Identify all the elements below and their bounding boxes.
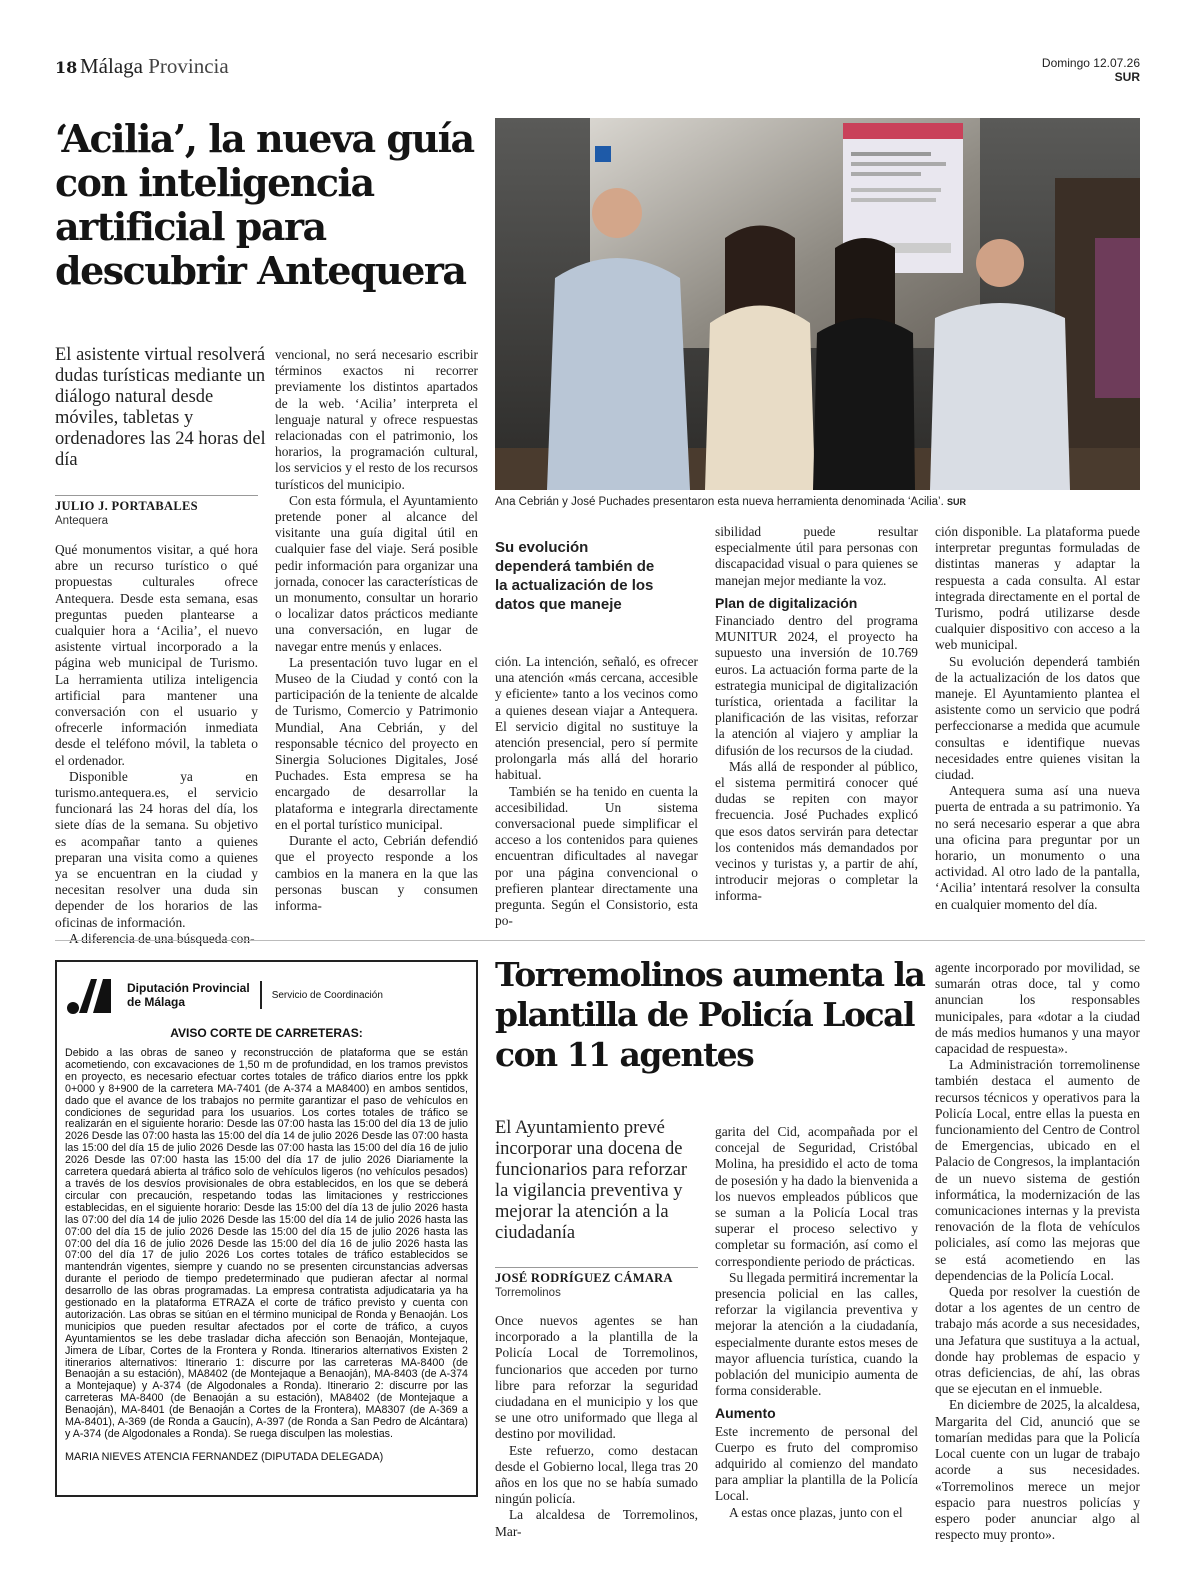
paragraph: Su evolución dependerá también de la actualización de los datos que maneje. El Ayuntamiento plantea el asistente como un servicio que podrá perfeccionarse a medida que acumule consultas e identifique nuevas necesidades entre quienes visitan la ciudad. [935,653,1140,783]
byline-rule [495,1267,698,1268]
paragraph: Durante el acto, Cebrián defendió que el proyecto responde a los cambios en la manera en la que las personas buscan y consumen informa- [275,833,478,913]
article2-column-3 [935,960,1140,1574]
section-divider [55,940,1145,941]
page-number: 18 [55,58,78,77]
photo-caption-text: Ana Cebrián y José Puchades presentaron esta nueva herramienta denominada ‘Acilia’. [495,496,944,508]
article1-pullquote: Su evolución dependerá también de la actualización de los datos que maneje [495,539,655,613]
section-title [80,54,229,79]
notice-service: Servicio de Coordinación [271,989,383,1001]
article2-column-1 [495,1313,698,1573]
org-line-2: de Málaga [127,995,186,1009]
paragraph: Su llegada permitirá incrementar la presencia policial en las calles, reforzar la vigilancia preventiva y mejorar la atención a la ciudadanía, especialmente durante estos meses de mayor afluencia turística, cuando la población del municipio aumenta de forma considerable. [715,1269,918,1399]
publication-name: SUR [1114,70,1140,84]
notice-header [65,970,468,1020]
paragraph: A estas once plazas, junto con el [729,1504,903,1520]
photo-credit: SUR [946,497,966,507]
paragraph: ción. La intención, señaló, es ofrecer una atención «más cercana, accesible y eficiente» tanto a los vecinos como a quienes desean viajar a Antequera. El servicio digital no sustituye la atención presencial, pero sí permite prolongarla más allá del horario habitual. [495,654,698,783]
article1-column-1 [55,542,258,946]
article2-subtitle: El Ayuntamiento prevé incorporar una docena de funcionarios para reforzar la vigilancia preventiva y mejorar la atención a la ciudadanía [495,1118,688,1243]
paragraph: Financiado dentro del programa MUNITUR 2024, el proyecto ha supuesto una inversión de 10.769 euros. La actuación forma parte de la estrategia municipal de digitalización turística, orientada a facilitar la planificación de las visitas, reforzar la atención al viajero y ampliar la difusión de los recursos de la ciudad. [715,613,918,758]
header-date-block [1042,56,1140,84]
article1-subtitle: El asistente virtual resolverá dudas turísticas mediante un diálogo natural desde móviles, tabletas y ordenadores las 24 horas del día [55,345,266,470]
paragraph: La presentación tuvo lugar en el Museo de la Ciudad y contó con la participación de la teniente de alcalde de Turismo, Comercio y Patrimonio Mundial, Ana Cebrián, y del responsable técnico del proyecto en Sinergia Soluciones Digitales, José Puchades. Esta empresa se ha encargado de desarrollar la plataforma e integrarla directamente en el portal turístico municipal. [275,654,478,832]
article1-column-4 [715,524,918,914]
article1-column-2 [275,347,478,914]
article2-location: Torremolinos [495,1287,561,1299]
paragraph: ción disponible. La plataforma puede interpretar preguntas formuladas de distintas maneras y adaptar la respuesta a cada consulta. Al estar integrada directamente en el portal de Turismo, podrá utilizarse desde cualquier dispositivo con acceso a la web municipal. [935,524,1140,653]
paragraph: Este incremento de personal del Cuerpo es fruto del compromiso adquirido al comienzo del mandato para ampliar la plantilla de la Policía Local. [715,1423,918,1504]
paragraph: Qué monumentos visitar, a qué hora abre un recurso turístico o qué propuestas culturales ofrece Antequera. Desde esta semana, esas preguntas pueden plantearse a cualquier hora a ‘Acilia’, el nuevo asistente virtual incorporado a la página web municipal de Turismo. La herramienta utiliza inteligencia artificial para mantener una conversación con el usuario y ofrecerle información inmediata desde el teléfono móvil, la tableta o el ordenador. [55,542,258,768]
paragraph: También se ha tenido en cuenta la accesibilidad. Un sistema conversacional puede simplificar el acceso a los contenidos para quienes encuentran dificultades al navegar por una página convencional o prefieren plantear directamente una pregunta. Según el Consistorio, esta po- [495,783,698,929]
article2-column-2 [715,1124,918,1574]
paragraph: A diferencia de una búsqueda con- [69,930,255,946]
article1-headline: ‘Acilia’, la nueva guía con inteligencia artificial para descubrir Antequera [55,116,474,293]
notice-body: Debido a las obras de saneo y reconstrucción de plataforma que se están acometiendo, con excavaciones de 1,50 m de profundidad, en los tramos previstos en proyecto, es necesario efectuar cortes totales de tráfico diarios entre los ppkk 0+000 y 8+900 de la carretera MA-7401 (de A-374 a MA8400) en ambos sentidos, dado que el avance de los trabajos no permite garantizar el paso de vehículos en condiciones de seguridad para los usuarios. Los cortes totales de tráfico se realizarán en el siguiente horario: Desde las 07:00 hasta las 15:00 del día 13 de julio 2026 Desde las 07:00 hasta las 15:00 del día 14 de julio 2026 Desde las 07:00 hasta las 15:00 del día 15 de julio 2026 Desde las 07:00 hasta las 15:00 del día 16 de julio 2026 Desde las 07:00 hasta las 15:00 del día 17 de julio 2026 Diariamente la carretera quedará abierta al tráfico solo de vehículos ligeros (no vehículos pesados) a través de los desvíos provisionales de obra establecidos, en los que se deberá circular con precaución, respetando todas las limitaciones y restricciones establecidas, en el siguiente horario: Desde las 15:00 del día 13 de julio 2026 hasta las 07:00 del día 14 de julio 2026 Desde las 15:00 del día 14 de julio 2026 hasta las 07:00 del día 15 de julio 2026 Desde las 15:00 del día 15 de julio 2026 hasta las 07:00 del día 16 de julio 2026 Desde las 15:00 del día 16 de julio 2026 hasta las 07:00 del día 17 de julio 2026 Los cortes totales de tráfico establecidos se mantendrán vigentes, siempre y cuando no se presenten circunstancias adversas durante el periodo de tiempo predeterminado que pudieran afectar al normal desarrollo de las obras programadas. La empresa contratista adjudicataria ya ha gestionado en la plataforma ETRAZA el corte de tráfico previsto y cuenta con autorización. Las obras se sitúan en el término municipal de Ronda y Benaoján. Los municipios que pueden resultar afectados por el corte de tráfico, a cuyos Ayuntamientos se les debe trasladar dicha afección son Benaoján, Montejaque, Jimera de Líbar, Cortes de la Frontera y Ronda. Itinerarios alternativos Existen 2 itinerarios alternativos: Itinerario 1: discurre por las carreteras MA-8400 (de Benaoján a su estación), MA8402 (de Montejaque a Benaoján), MA-8403 (de A-374 a Montejaque) y A-374 (de Algodonales a Ronda). Itinerario 2: discurre por las carreteras MA-8400 (de Benaoján a su estación), MA8402 (de Montejaque a Benaoján), MA-8401 (de Benaoján a Cortes de la Frontera), MA8307 (de A-369 a MA-8401), A-369 (de Ronda a Gaucín), A-397 (de Ronda a San Pedro de Alcántara) y A-374 (de Algodonales a Ronda). Se ruega disculpen las molestias. [65,1047,468,1440]
article1-photo [495,118,1140,490]
paragraph: vencional, no será necesario escribir términos exactos ni recorrer previamente los distintos apartados de la web. ‘Acilia’ interpreta el lenguaje natural y ofrece respuestas relacionadas con el patrimonio, los horarios, la programación cultural, los servicios y el resto de los recursos turísticos del municipio. [275,347,478,492]
byline-rule [55,495,258,496]
subheading-plan-digitalizacion: Plan de digitalización [715,594,858,611]
paragraph: agente incorporado por movilidad, se sumarán otras doce, tal y como anuncian los responsables municipales, para «dotar a la ciudad de más medios humanos y una mayor capacidad de respuesta». [935,960,1140,1057]
notice-title: AVISO CORTE DE CARRETERAS: [170,1026,363,1040]
paragraph: La alcaldesa de Torremolinos, Mar- [495,1507,698,1539]
article1-column-3 [495,654,698,929]
article1-byline: JULIO J. PORTABALES [55,499,198,513]
paragraph: Once nuevos agentes se han incorporado a la plantilla de la Policía Local de Torremolinos, funcionarios que acceden por turno libre para reforzar la seguridad ciudadana en el municipio y los que se une otro uniformado que llega al destino por movilidad. [495,1313,698,1442]
paragraph: Con esta fórmula, el Ayuntamiento pretende poner al alcance del visitante una guía digital útil en cualquier fase del viaje. Será posible pedir información para organizar una jornada, conocer las características de un monumento, consultar un horario o localizar datos prácticos mediante una conversación, en lugar de navegar entre menús y enlaces. [275,492,478,654]
paragraph: garita del Cid, acompañada por el concejal de Seguridad, Cristóbal Molina, ha presidido el acto de toma de posesión y ha dado la bienvenida a los nuevos empleados públicos que se suman a la Policía Local tras superar el proceso selectivo y completar su formación, así como el correspondiente periodo de prácticas. [715,1124,918,1269]
section-city: Málaga [80,54,143,78]
notice-signature: MARIA NIEVES ATENCIA FERNANDEZ (DIPUTADA DELEGADA) [65,1450,384,1463]
subheading-aumento: Aumento [715,1405,776,1422]
presentation-photo-illustration [495,118,1140,490]
section-name: Provincia [148,54,229,78]
photo-caption [495,496,1140,508]
paragraph: En diciembre de 2025, la alcaldesa, Margarita del Cid, anunció que se tomarían medidas para que la Policía Local cuente con un lugar de trabajo acorde a sus necesidades. «Torremolinos merece un mejor espacio para nuestros policías y espero poder anunciar algo al respecto muy pronto». [935,1397,1140,1543]
paragraph: Más allá de responder al público, el sistema permitirá conocer qué dudas se repiten con mayor frecuencia. José Puchades explicó que esos datos servirán para detectar los contenidos más demandados por vecinos y turistas y, a partir de ahí, introducir mejoras o completar la informa- [715,758,918,904]
article1-column-5 [935,524,1140,914]
paragraph: Disponible ya en turismo.antequera.es, el servicio funcionará las 24 horas del día, los siete días de la semana. Su objetivo es acompañar tanto a quienes preparan una visita como a quienes ya se encuentran en la ciudad y necesitan resolver una duda sin depender de los horarios de las oficinas de información. [55,768,258,930]
paragraph: Antequera suma así una nueva puerta de entrada a su patrimonio. Ya no será necesario esperar a que abra una oficina para preguntar por un horario, un monumento o una actividad. Al otro lado de la pantalla, ‘Acilia’ intentará resolver la consulta en cualquier momento del día. [935,783,1140,912]
org-line-1: Diputación Provincial [127,981,250,995]
road-closure-notice [55,960,478,1497]
article2-byline: JOSÉ RODRÍGUEZ CÁMARA [495,1271,673,1285]
paragraph: Queda por resolver la cuestión de dotar a los agentes de un centro de trabajo más acorde a sus necesidades, una Jefatura que sustituya a la actual, donde hay problemas de espacio y otras deficiencias, de ahí, las obras que se ejecutan en el inmueble. [935,1284,1140,1397]
article2-headline: Torremolinos aumenta la plantilla de Policía Local con 11 agentes [495,955,925,1074]
article1-location: Antequera [55,515,109,527]
paragraph: sibilidad puede resultar especialmente útil para personas con discapacidad visual o para quienes se manejan mejor mediante la voz. [715,524,918,588]
notice-organization [127,981,262,1009]
diputacion-logo-icon [65,975,117,1015]
paragraph: Este refuerzo, como destacan desde el Gobierno local, llega tras 20 años en los que no se había sumado ningún policía. [495,1442,698,1507]
issue-date: Domingo 12.07.26 [1041,56,1140,70]
paragraph: La Administración torremolinense también destaca el aumento de recursos técnicos y operativos para la Policía Local, entre ellas la puesta en funcionamiento del Centro de Control de Emergencias, ubicado en el Palacio de Congresos, la implantación de un nuevo sistema de gestión informática, la modernización de las comunicaciones internas y la prevista renovación de la flota de vehículos policiales, así como las mejoras que se está acometiendo en las dependencias de la Policía Local. [935,1057,1140,1283]
